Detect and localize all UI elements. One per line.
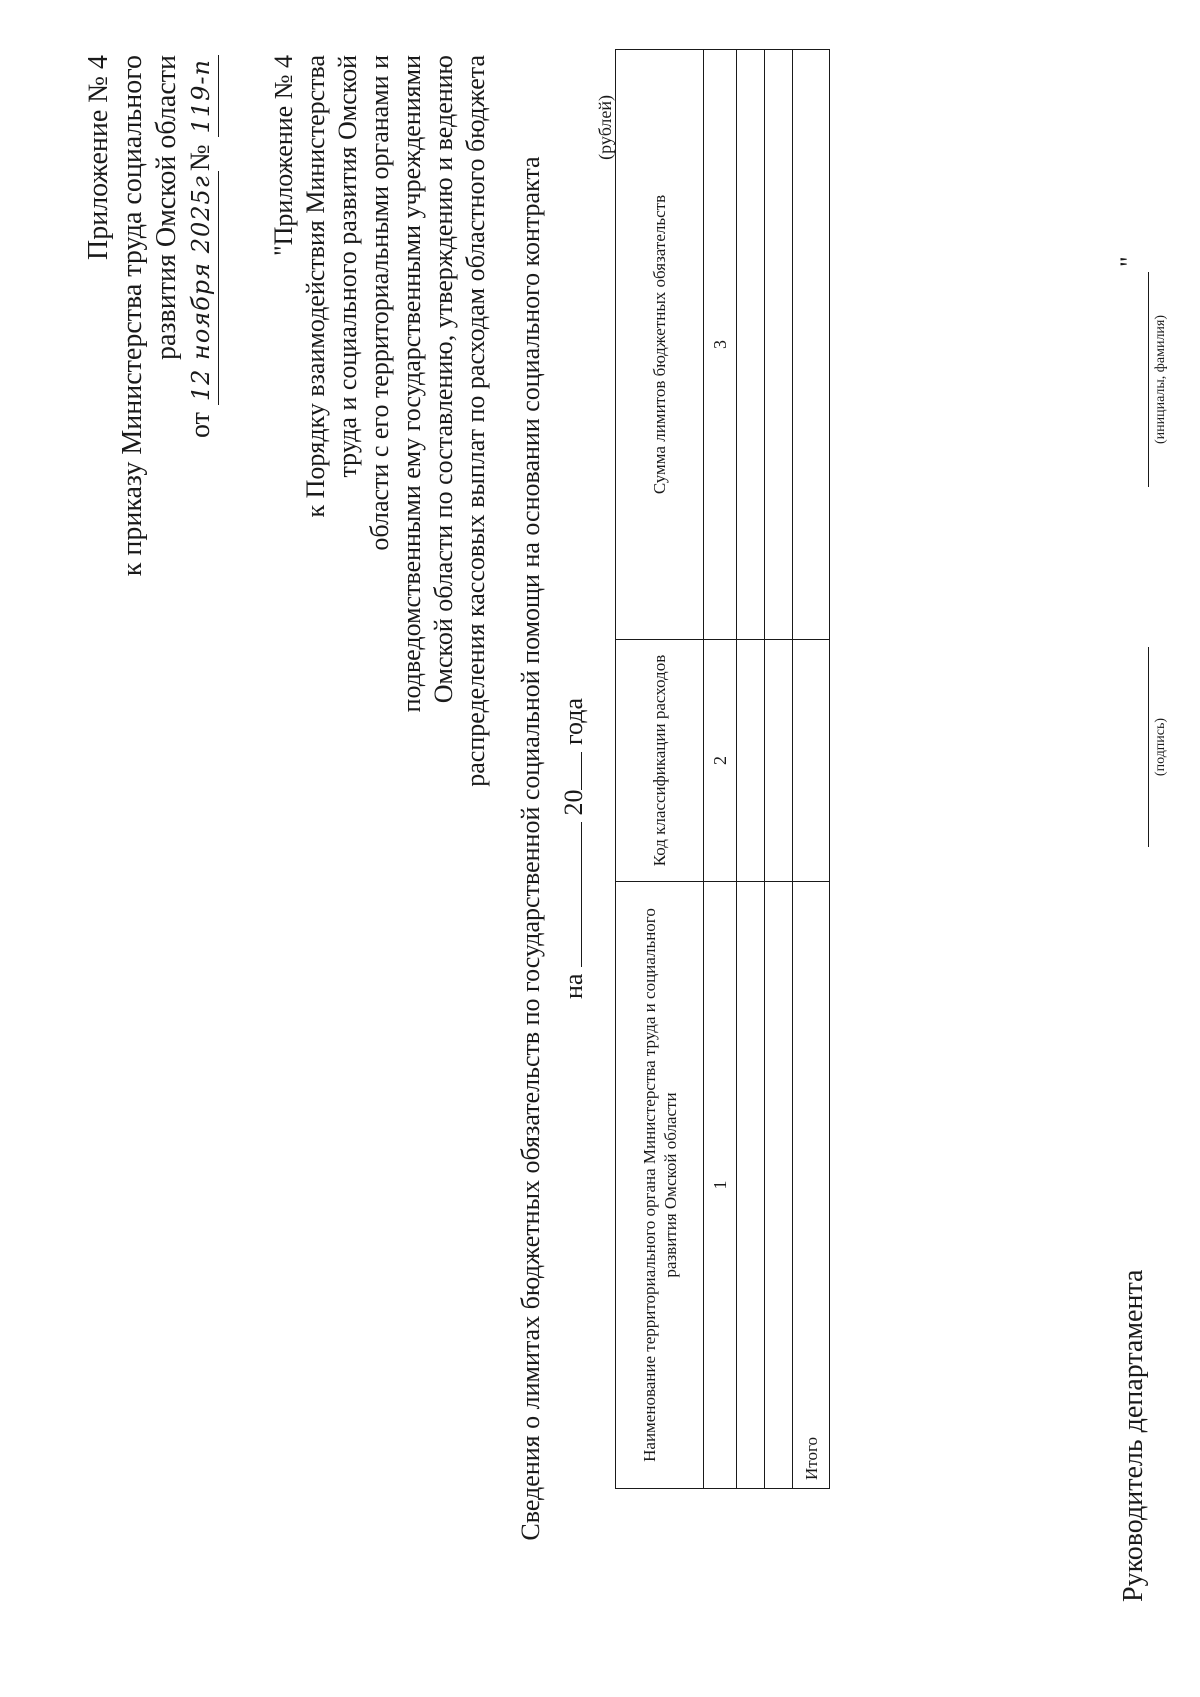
order-line-4: области с его территориальными органами и — [365, 55, 394, 551]
total-label: Итого — [793, 882, 830, 1489]
header-name: Наименование территориального органа Министерства труда и социального развития Омской области — [616, 882, 704, 1489]
closing-quote: " — [1115, 256, 1144, 267]
order-line-1: "Приложение № 4 — [269, 55, 298, 256]
period-century: 20 — [559, 789, 588, 816]
name-line — [1148, 272, 1149, 487]
handwritten-date: 12 ноября 2025г — [184, 171, 219, 405]
approval-line-3: развития Омской области — [151, 55, 182, 360]
table-row — [737, 50, 765, 1489]
table-cell — [737, 882, 765, 1489]
table-cell — [793, 640, 830, 882]
signature-caption: (подпись) — [1153, 717, 1168, 777]
order-reference-block — [268, 55, 492, 1175]
approval-block — [82, 55, 219, 755]
order-line-6: Омской области по составлению, утверждению и ведению — [429, 55, 458, 704]
signatory-position: Руководитель департамента — [1118, 1269, 1149, 1602]
period-line — [555, 0, 590, 1697]
table-cell — [765, 640, 793, 882]
signature-line — [1148, 647, 1149, 847]
column-number-1: 1 — [704, 882, 737, 1489]
order-line-3: труда и социального развития Омской — [333, 55, 362, 478]
column-number-2: 2 — [704, 640, 737, 882]
table-cell — [793, 50, 830, 640]
date-prefix: от — [185, 412, 216, 439]
column-number-3: 3 — [704, 50, 737, 640]
order-line-2: к Порядку взаимодействия Министерства — [301, 55, 330, 518]
header-code: Код классификации расходов — [616, 640, 704, 882]
column-number-row — [704, 50, 737, 1489]
number-prefix: № — [185, 144, 216, 172]
table-cell — [765, 50, 793, 640]
limits-table — [615, 49, 830, 1489]
approval-line-2: к приказу Министерства труда социального — [117, 55, 148, 577]
name-caption: (инициалы, фамилия) — [1153, 314, 1168, 445]
table-cell — [765, 882, 793, 1489]
period-suffix: года — [559, 698, 588, 746]
year-blank — [555, 752, 582, 790]
table-header-row — [616, 50, 704, 1489]
table-cell — [737, 50, 765, 640]
order-line-7: распределения кассовых выплат по расходам областного бюджета — [461, 55, 490, 787]
approval-line-1: Приложение № 4 — [83, 55, 114, 260]
period-prefix: на — [559, 973, 588, 1000]
table-row — [765, 50, 793, 1489]
total-row — [793, 50, 830, 1489]
header-sum: Сумма лимитов бюджетных обязательств — [616, 50, 704, 640]
approval-date-line — [184, 55, 219, 755]
table-cell — [737, 640, 765, 882]
handwritten-number: 119-п — [184, 55, 219, 137]
currency-note: (рублей) — [595, 95, 615, 160]
order-line-5: подведомственными ему государственными учреждениями — [397, 55, 426, 713]
period-blank — [555, 822, 582, 967]
document-title: Сведения о лимитах бюджетных обязательств по государственной социальной помощи на основании социального контракта — [516, 156, 545, 1541]
